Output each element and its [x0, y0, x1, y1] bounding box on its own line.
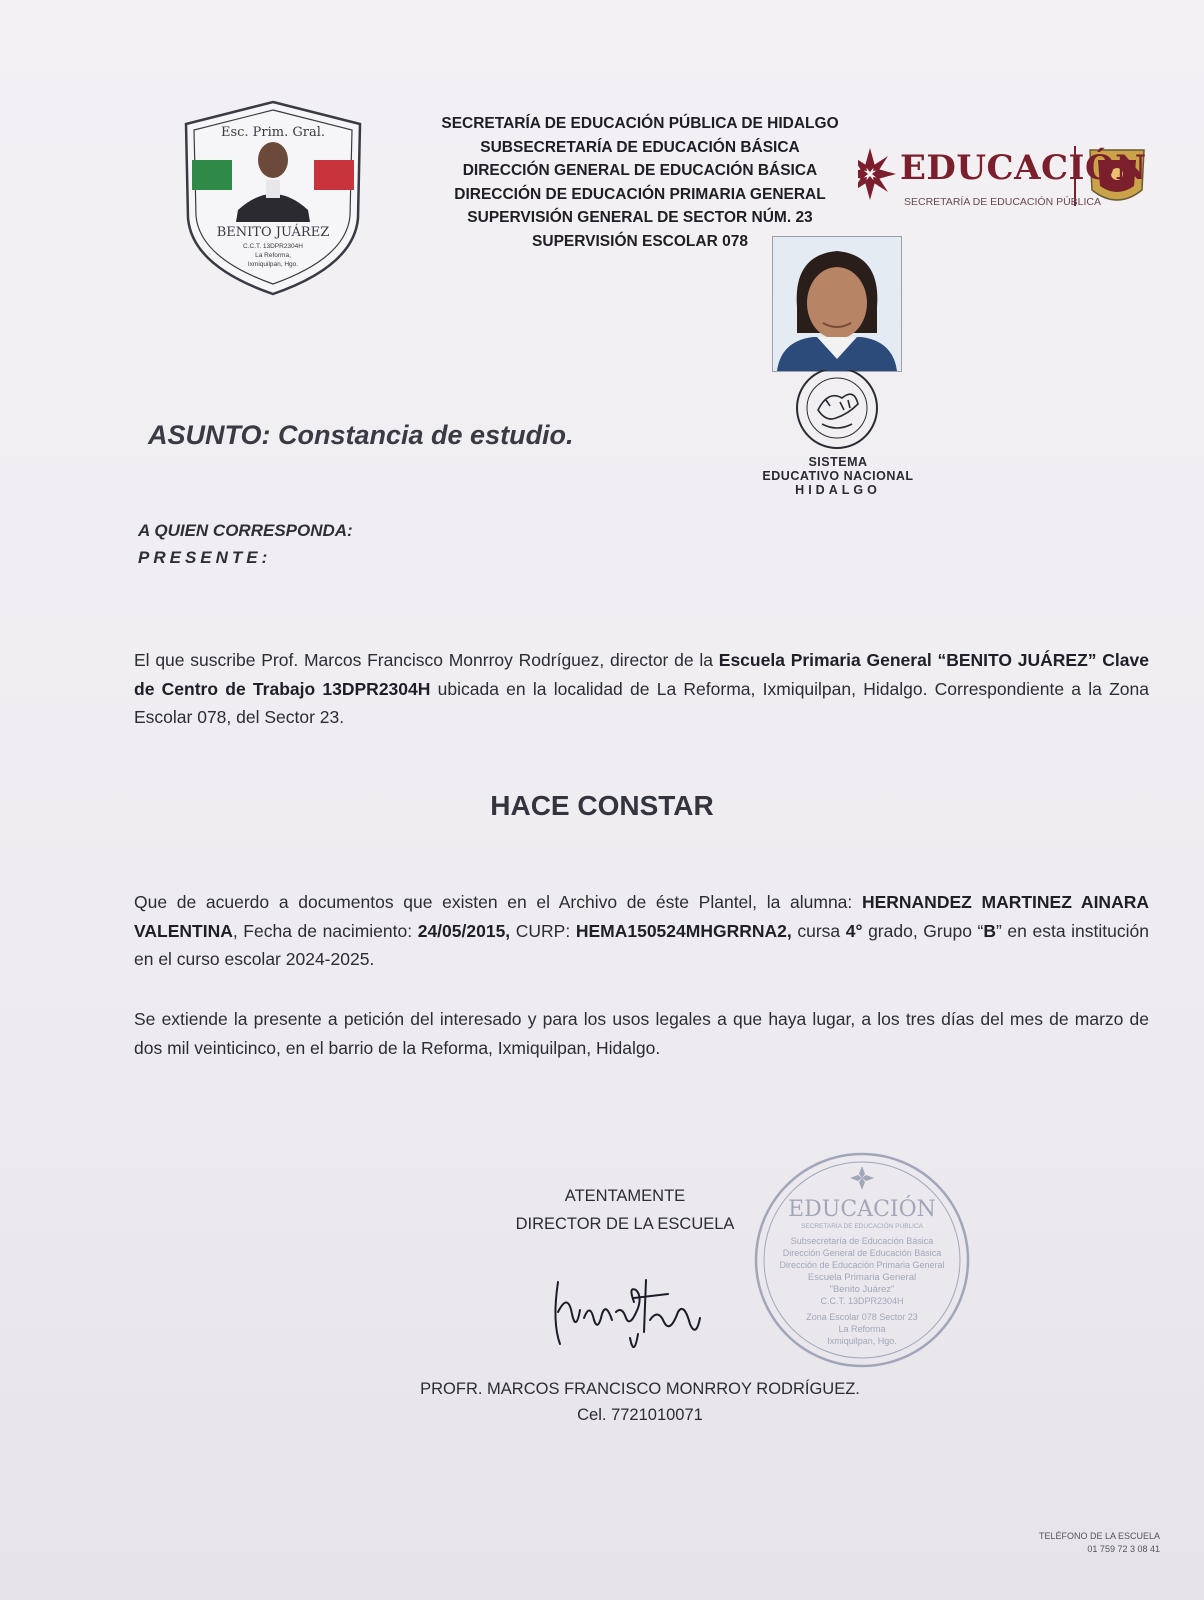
stamp-line-10: La Reforma — [838, 1324, 886, 1334]
footer-phone-number: 01 759 72 3 08 41 — [1087, 1544, 1160, 1554]
header-line-3: DIRECCIÓN GENERAL DE EDUCACIÓN BÁSICA — [462, 162, 818, 179]
education-logo-word: EDUCACIÓN — [900, 148, 1147, 188]
recipient-line-2: PRESENTE: — [138, 548, 272, 567]
paragraph-closing: Se extiende la presente a petición del interesado y para los usos legales a que haya lugar, a los tres días del mes de marzo de dos mil veinticinco, en el barrio de la Reforma, Ixmiquilpan, Hidalgo. — [134, 1009, 1149, 1058]
p2-text-1: Que de acuerdo a documentos que existen en el Archivo de éste Plantel, la alumna: — [134, 892, 862, 912]
header-line-1: SECRETARÍA DE EDUCACIÓN PÚBLICA DE HIDALGO — [441, 115, 839, 132]
school-logo-top-text: Esc. Prim. Gral. — [220, 125, 326, 140]
stamp-line-11: Ixmiquilpan, Hgo. — [827, 1336, 897, 1346]
school-logo-small-3: Ixmiquilpan, Hgo. — [247, 261, 299, 268]
school-logo-small-1: C.C.T. 13DPR2304H — [243, 243, 303, 250]
header-line-4: DIRECCIÓN DE EDUCACIÓN PRIMARIA GENERAL — [454, 185, 826, 203]
stamp-line-3: Subsecretaría de Educación Básica — [790, 1236, 934, 1246]
sen-line-3: HIDALGO — [795, 483, 881, 497]
closing-block — [500, 1182, 750, 1238]
signatory-name: PROFR. MARCOS FRANCISCO MONRROY RODRÍGUEZ. — [420, 1380, 860, 1398]
stamp-line-6: Escuela Primaria General — [807, 1272, 917, 1283]
p1-text-2: ubicada en la localidad de La Reforma, Ixmiquilpan, Hidalgo. Correspondiente a la Zona Escolar 078, del Sector 23. — [134, 678, 1149, 727]
student-curp: HEMA150524MHGRRNA2, — [575, 920, 792, 941]
stamp-line-4: Dirección General de Educación Básica — [782, 1248, 942, 1258]
signatory-cel: Cel. 7721010071 — [577, 1406, 703, 1424]
eagle-emblem-icon — [818, 394, 858, 428]
stamp-line-9: Zona Escolar 078 Sector 23 — [806, 1312, 918, 1322]
student-group: B — [983, 920, 996, 941]
education-logo-subtitle: SECRETARÍA DE EDUCACIÓN PÚBLICA — [904, 196, 1102, 208]
footer-phone-label: TELÉFONO DE LA ESCUELA — [1038, 1531, 1160, 1541]
p1-school-name: Escuela Primaria General “BENITO JUÁREZ” Clave de Centro de Trabajo 13DPR2304H — [134, 650, 1149, 699]
document-title: HACE CONSTAR — [490, 790, 714, 821]
stamp-line-2: SECRETARÍA DE EDUCACIÓN PÚBLICA — [801, 1223, 923, 1230]
p2-text-2: , Fecha de nacimiento: — [232, 920, 418, 941]
footer-phone-block — [1000, 1530, 1160, 1556]
p1-text-1: El que suscribe Prof. Marcos Francisco Monrroy Rodríguez, director de la — [134, 650, 719, 670]
handwritten-signature — [550, 1262, 710, 1362]
stamp-line-8: C.C.T. 13DPR2304H — [820, 1296, 904, 1306]
header-line-2: SUBSECRETARÍA DE EDUCACIÓN BÁSICA — [480, 138, 800, 156]
subject-line: ASUNTO: Constancia de estudio. — [148, 420, 574, 450]
signatory-block — [390, 1376, 890, 1428]
recipient-line-1: A QUIEN CORRESPONDA: — [138, 521, 353, 540]
school-official-stamp — [750, 1148, 974, 1372]
p2-text-5: grado, Grupo “ — [862, 920, 984, 941]
p2-text-3: CURP: — [510, 920, 576, 941]
closing-line-1: ATENTAMENTE — [564, 1187, 686, 1205]
header-block — [420, 112, 860, 253]
student-name: HERNANDEZ MARTINEZ AINARA VALENTINA — [134, 892, 1149, 941]
p2-text-6: ” en esta institución en el curso escolar 2024-2025. — [134, 920, 1149, 969]
header-line-5: SUPERVISIÓN GENERAL DE SECTOR NÚM. 23 — [467, 209, 813, 226]
student-grade: 4° — [845, 920, 863, 941]
school-logo — [178, 98, 368, 298]
school-logo-small-2: La Reforma, — [255, 252, 291, 259]
header-line-6: SUPERVISIÓN ESCOLAR 078 — [532, 232, 748, 250]
student-dob: 24/05/2015, — [417, 920, 511, 941]
recipient-block — [138, 517, 353, 571]
flower-icon — [858, 148, 896, 200]
paragraph-intro — [134, 646, 1149, 732]
sen-seal-text — [748, 455, 928, 497]
student-photo — [772, 236, 902, 372]
sen-line-2: EDUCATIVO NACIONAL — [762, 469, 914, 483]
paragraph-student — [134, 888, 1149, 974]
sen-line-1: SISTEMA — [808, 455, 868, 469]
sen-seal-stamp — [778, 370, 896, 462]
student-portrait-image — [773, 237, 901, 371]
school-logo-bottom-text: BENITO JUÁREZ — [216, 225, 330, 240]
closing-line-2: DIRECTOR DE LA ESCUELA — [515, 1215, 735, 1233]
stamp-line-1: EDUCACIÓN — [788, 1197, 936, 1222]
stamp-line-5: Dirección de Educación Primaria General — [779, 1260, 945, 1270]
p2-text-4: cursa — [791, 920, 846, 941]
stamp-line-7: "Benito Juárez" — [829, 1284, 895, 1295]
stamp-flower-icon — [850, 1166, 874, 1190]
